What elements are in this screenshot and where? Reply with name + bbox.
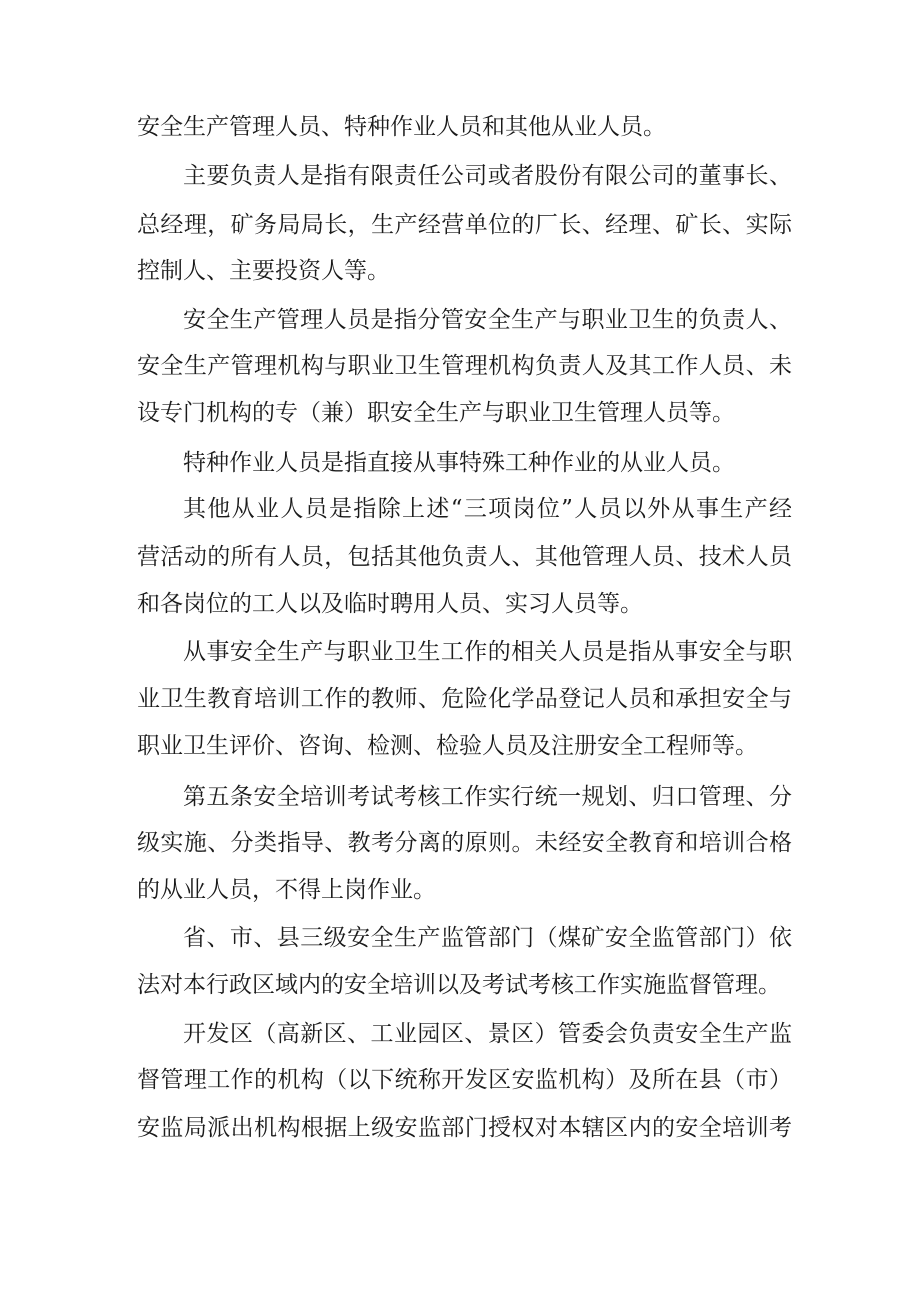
text-line: 级实施、分类指导、教考分离的原则。未经安全教育和培训合格	[137, 830, 792, 856]
text-line: 省、市、县三级安全生产监管部门（煤矿安全监管部门）依	[183, 925, 792, 951]
text-line: 安全生产管理机构与职业卫生管理机构负责人及其工作人员、未	[137, 353, 792, 379]
text-line: 控制人、主要投资人等。	[137, 258, 390, 284]
text-line: 营活动的所有人员，包括其他负责人、其他管理人员、技术人员	[137, 544, 792, 570]
text-line: 开发区（高新区、工业园区、景区）管委会负责安全生产监	[183, 1021, 792, 1047]
text-line: 安全生产管理人员是指分管安全生产与职业卫生的负责人、	[183, 307, 792, 333]
text-line: 设专门机构的专（兼）职安全生产与职业卫生管理人员等。	[137, 400, 735, 426]
text-line: 第五条安全培训考试考核工作实行统一规划、归口管理、分	[183, 784, 792, 810]
text-line: 安全生产管理人员、特种作业人员和其他从业人员。	[137, 114, 666, 140]
text-line: 的从业人员，不得上岗作业。	[137, 877, 436, 903]
text-line: 总经理，矿务局局长，生产经营单位的厂长、经理、矿长、实际	[137, 212, 792, 238]
text-line: 法对本行政区域内的安全培训以及考试考核工作实施监督管理。	[137, 972, 781, 998]
text-line: 特种作业人员是指直接从事特殊工种作业的从业人员。	[183, 450, 735, 476]
text-line: 主要负责人是指有限责任公司或者股份有限公司的董事长、	[183, 163, 792, 189]
text-line: 和各岗位的工人以及临时聘用人员、实习人员等。	[137, 591, 643, 617]
text-line: 职业卫生评价、咨询、检测、检验人员及注册安全工程师等。	[137, 733, 758, 759]
text-line: 其他从业人员是指除上述“三项岗位”人员以外从事生产经	[183, 496, 792, 522]
text-line: 安监局派出机构根据上级安监部门授权对本辖区内的安全培训考	[137, 1115, 792, 1141]
text-line: 从事安全生产与职业卫生工作的相关人员是指从事安全与职	[183, 639, 792, 665]
text-line: 业卫生教育培训工作的教师、危险化学品登记人员和承担安全与	[137, 686, 792, 712]
text-line: 督管理工作的机构（以下统称开发区安监机构）及所在县（市）	[137, 1067, 792, 1093]
